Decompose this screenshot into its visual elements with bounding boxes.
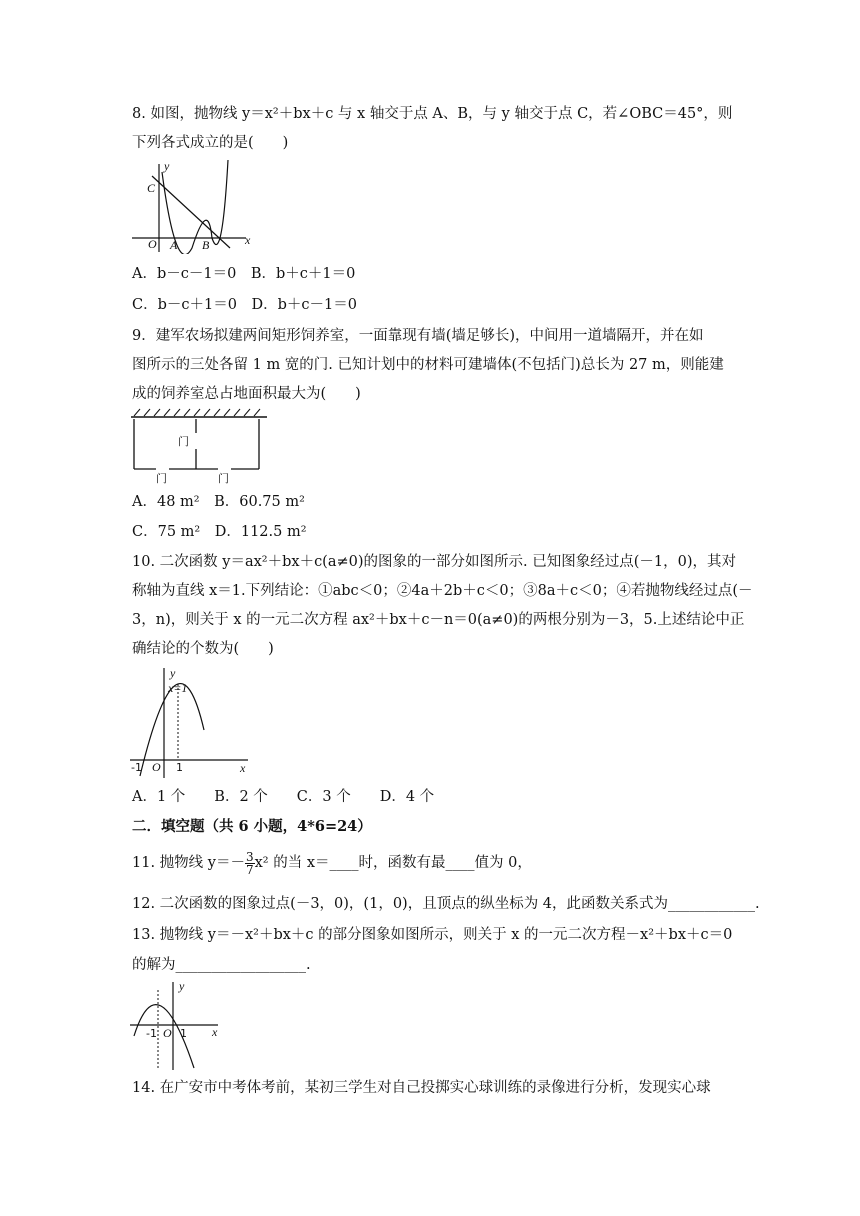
q14-stem-line1: 14. 在广安市中考体考前，某初三学生对自己投掷实心球训练的录像进行分析，发现实心球 (132, 1080, 711, 1096)
q10-label-y: y (170, 666, 176, 680)
q10-label-neg1: -1 (131, 761, 142, 774)
q13-label-1: 1 (180, 1027, 187, 1040)
q8-label-x: x (245, 233, 251, 247)
q8-label-b: B (202, 238, 210, 252)
q9-options-cd: C．75 m² D．112.5 m² (132, 524, 307, 540)
q8-label-o: O (148, 237, 157, 251)
q10-label-axis: x=1 (168, 681, 188, 695)
q11-denominator: 7 (245, 862, 254, 877)
q10-stem-line3: 3，n)，则关于 x 的一元二次方程 ax²＋bx＋c－n＝0(a≠0)的两根分别为－3，5.上述结论中正 (132, 612, 745, 628)
q11-prefix: 11. 抛物线 y＝－ (132, 855, 245, 871)
q13-stem-line1: 13. 抛物线 y＝－x²＋bx＋c 的部分图象如图所示，则关于 x 的一元二次方程－x²＋bx＋c＝0 (132, 927, 733, 943)
q11-suffix: x² 的当 x＝____时，函数有最____值为 0， (254, 855, 532, 871)
q10-label-x: x (240, 761, 246, 775)
q9-figure (128, 408, 270, 486)
q8-label-a: A (170, 238, 178, 252)
q9-door-label-right: 门 (218, 472, 229, 485)
q9-stem-line1: 9．建军农场拟建两间矩形饲养室，一面靠现有墙(墙足够长)，中间用一道墙隔开，并在如 (132, 328, 704, 344)
q8-label-c: C (147, 181, 156, 195)
q13-stem-line2: 的解为__________________. (132, 957, 311, 973)
q9-stem-line3: 成的饲养室总占地面积最大为( ) (132, 386, 361, 402)
q10-options: A．1 个 B．2 个 C．3 个 D．4 个 (132, 789, 435, 805)
q9-wall-hatching (134, 409, 260, 416)
section-fill-in-heading: 二．填空题（共 6 小题，4*6=24） (132, 818, 372, 835)
q8-stem-line2: 下列各式成立的是( ) (132, 135, 289, 151)
q9-stem-line2: 图所示的三处各留 1 m 宽的门. 已知计划中的材料可建墙体(不包括门)总长为 27 m，则能建 (132, 357, 724, 373)
q8-figure (128, 158, 254, 254)
q13-label-o: O (163, 1026, 172, 1040)
q10-stem-line1: 10. 二次函数 y＝ax²＋bx＋c(a≠0)的图象的一部分如图所示. 已知图象经过点(－1，0)，其对 (132, 554, 736, 570)
q9-enclosure-walls (134, 419, 259, 469)
q10-stem-line2: 称轴为直线 x＝1.下列结论：①abc＜0；②4a＋2b＋c＜0；③8a＋c＜0；④若抛物线经过点(－ (132, 583, 753, 599)
q13-label-x: x (212, 1025, 218, 1039)
q11-numerator: 3 (245, 849, 254, 864)
q11-fraction (245, 851, 255, 876)
q10-label-o: O (152, 760, 161, 774)
q9-door-label-left: 门 (156, 472, 167, 485)
q13-label-neg1: -1 (146, 1027, 157, 1040)
q8-label-y: y (164, 159, 170, 173)
q8-options-cd: C．b－c＋1＝0 D．b＋c－1＝0 (132, 297, 357, 313)
q9-door-label-middle: 门 (178, 435, 189, 448)
q8-options-ab: A．b－c－1＝0 B．b＋c＋1＝0 (132, 266, 356, 282)
q13-figure (128, 980, 222, 1072)
q10-parabola (140, 684, 204, 776)
q11-stem (132, 850, 532, 880)
q13-label-y: y (179, 980, 185, 993)
q12-stem: 12. 二次函数的图象过点(－3，0)，(1，0)，且顶点的纵坐标为 4，此函数关系式为____________. (132, 896, 760, 912)
q10-label-1: 1 (176, 761, 183, 774)
q9-options-ab: A．48 m² B．60.75 m² (132, 494, 305, 510)
q10-stem-line4: 确结论的个数为( ) (132, 641, 274, 657)
q10-figure (128, 664, 252, 780)
q8-stem-line1: 8. 如图，抛物线 y＝x²＋bx＋c 与 x 轴交于点 A、B，与 y 轴交于点 C，若∠OBC＝45°，则 (132, 106, 733, 122)
